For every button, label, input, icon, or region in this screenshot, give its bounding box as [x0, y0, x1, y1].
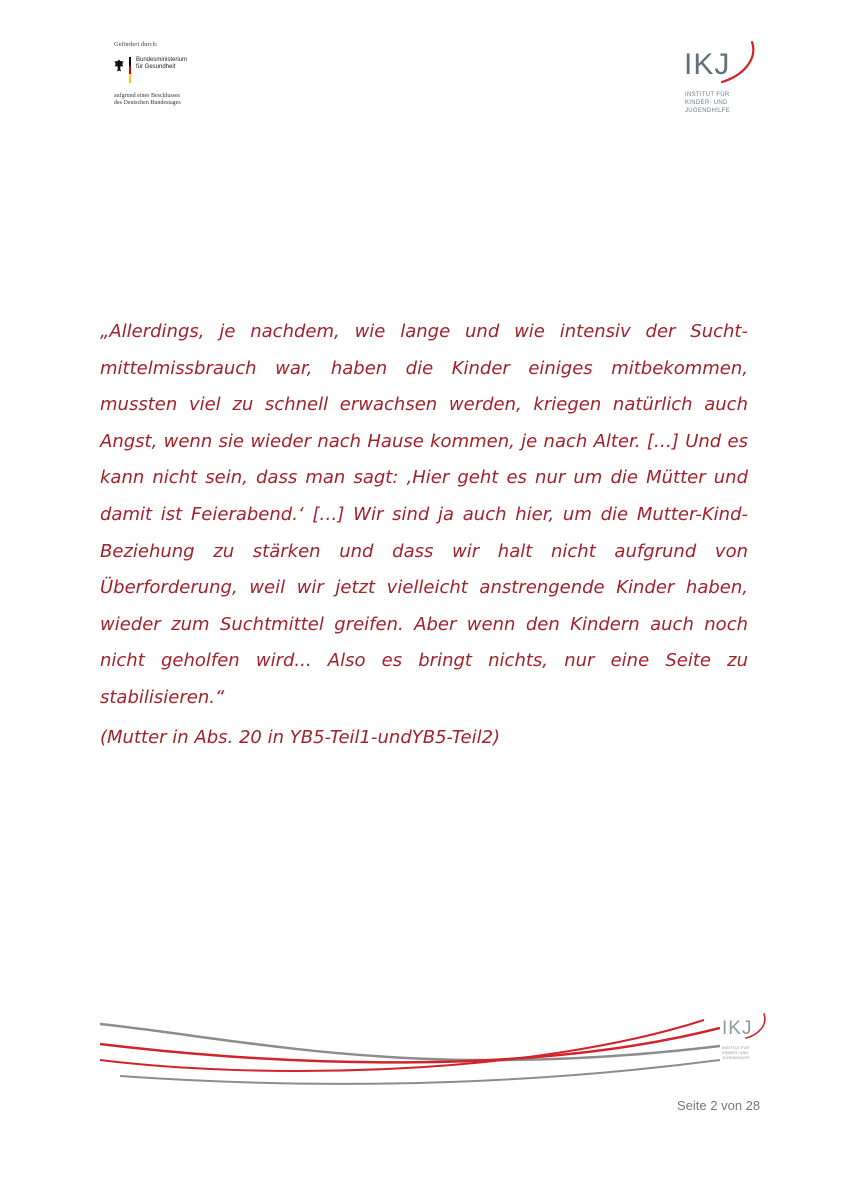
quote-text: „Allerdings, je nachdem, wie lange und wie intensiv der Suchtmittelmissbrauch war, haben die Kinder einiges mitbekommen, mussten viel zu schnell erwachsen werden, kriegen natürlich auch Angst, wenn sie wieder nach Hause kommen, je nach Alter. […] Und es kann nicht sein, dass man sagt: ‚Hier geht es nur um die Mütter und damit ist Feierabend.‘ […] Wir sind ja auch hier, um die Mutter-Kind-Beziehung zu stärken und dass wir halt nicht aufgrund von Überforderung, weil wir jetzt vielleicht anstrengende Kinder haben, wieder zum Suchtmittel greifen. Aber wenn den Kindern auch noch nicht geholfen wird... Also es bringt nichts, nur eine Seite zu stabilisieren.“ — [100, 321, 748, 708]
page-number: Seite 2 von 28 — [677, 1098, 761, 1113]
ikj-logo — [684, 40, 764, 126]
funder-label: Gefördert durch: — [114, 41, 158, 48]
footer-swoosh-icon — [100, 1010, 720, 1090]
ministry-name: Bundesministerium für Gesundheit — [136, 57, 188, 70]
ministry-logo — [114, 57, 254, 83]
german-flag-stripe — [129, 57, 131, 83]
footer-logo-letters: IKJ — [722, 1018, 753, 1039]
quote-source: (Mutter in Abs. 20 in YB5-Teil1-undYB5-Teil2) — [100, 727, 501, 748]
footer-logo-subtext: INSTITUT FÜR KINDER- UND JUGENDHILFE — [722, 1045, 750, 1060]
federal-eagle-icon — [114, 59, 124, 72]
funder-block — [114, 41, 254, 107]
resolution-note: aufgrund eines Beschlusses des Deutschen Bundestages — [114, 93, 181, 106]
logo-letters: IKJ — [684, 48, 731, 81]
footer-ikj-logo — [722, 1013, 772, 1073]
logo-subtext: INSTITUT FÜR KINDER- UND JUGENDHILFE — [685, 92, 730, 114]
